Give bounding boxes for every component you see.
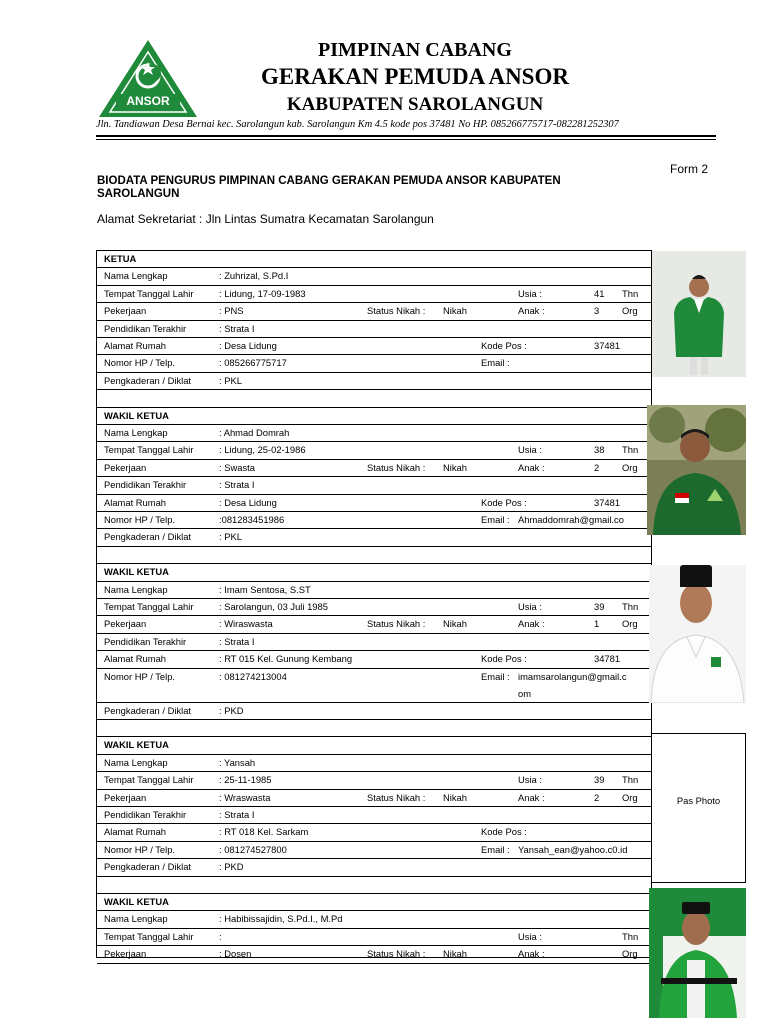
cell-c1: Pekerjaan (104, 461, 147, 473)
cell-c5: Kode Pos : (481, 340, 527, 351)
cell-c2: : Desa Lidung (219, 340, 277, 351)
cell-c1: Pendidikan Terakhir (104, 479, 187, 491)
cell-c8: Thn (622, 444, 639, 456)
cell-c8: Thn (622, 601, 639, 612)
table-row (97, 442, 651, 459)
cell-c1: WAKIL KETUA (104, 566, 169, 578)
table-row (97, 495, 651, 512)
cell-c2: : Wiraswasta (219, 618, 273, 630)
cell-c6: Usia : (518, 774, 542, 786)
table-row (97, 425, 651, 442)
table-row (97, 268, 651, 285)
cell-c6: Usia : (518, 930, 542, 942)
cell-c3: Status Nikah : (367, 618, 426, 630)
cell-c4: Nikah (443, 461, 467, 473)
cell-c2: :081283451986 (219, 514, 285, 525)
cell-c1: Pengkaderan / Diklat (104, 704, 192, 716)
cell-c2: : Lidung, 25-02-1986 (219, 444, 306, 456)
table-row (97, 824, 651, 841)
cell-c2: : Ahmad Domrah (219, 427, 290, 438)
cell-c2: : PKD (219, 704, 244, 716)
cell-c8: Org (622, 618, 638, 630)
table-row (97, 703, 651, 720)
document-title: BIODATA PENGURUS PIMPINAN CABANG GERAKAN PEMUDA ANSOR KABUPATEN SAROLANGUN (97, 175, 561, 200)
cell-c6: Ahmaddomrah@gmail.co (518, 514, 624, 525)
table-row (97, 373, 651, 390)
letterhead-address: Jln. Tandiawan Desa Bernai kec. Sarolangun kab. Sarolangun Km 4.5 kode pos 37481 No HP. 085266775717-082281252307 (96, 119, 619, 130)
cell-c1: Tempat Tanggal Lahir (104, 444, 194, 456)
cell-c2: : Imam Sentosa, S.ST (219, 583, 311, 595)
cell-c1: Nomor HP / Telp. (104, 843, 176, 855)
cell-c2: : Lidung, 17-09-1983 (219, 287, 306, 299)
cell-c7: 39 (594, 774, 605, 786)
table-row (97, 582, 651, 599)
table-row (97, 321, 651, 338)
svg-text:ANSOR: ANSOR (126, 94, 170, 108)
cell-c1: Tempat Tanggal Lahir (104, 930, 194, 942)
spacer-row (97, 720, 651, 737)
ansor-logo (96, 38, 200, 120)
header-rule-thin (96, 139, 716, 140)
cell-c1: Tempat Tanggal Lahir (104, 287, 194, 299)
cell-c2: : RT 015 Kel. Gunung Kembang (219, 653, 353, 665)
cell-c1: WAKIL KETUA (104, 739, 169, 751)
cell-c6: Anak : (518, 618, 545, 630)
cell-c7: 41 (594, 287, 605, 299)
cell-c6-continued: om (518, 687, 532, 699)
cell-c2: : (219, 930, 222, 942)
table-row (97, 807, 651, 824)
cell-c2: : Swasta (219, 461, 255, 473)
cell-c6: Anak : (518, 791, 545, 803)
table-row (97, 859, 651, 876)
cell-c8: Thn (622, 930, 639, 942)
cell-c6: Anak : (518, 948, 545, 960)
cell-c1: Nama Lengkap (104, 427, 168, 438)
table-row (97, 929, 651, 946)
section-header (97, 737, 651, 754)
header-line-3: KABUPATEN SAROLANGUN (286, 94, 544, 115)
cell-c8: Thn (622, 774, 639, 786)
cell-c2: : 25-11-1985 (219, 774, 272, 786)
secretariat-address: Alamat Sekretariat : Jln Lintas Sumatra Kecamatan Sarolangun (97, 212, 434, 226)
cell-c1: Pendidikan Terakhir (104, 809, 187, 820)
cell-c5: Kode Pos : (481, 653, 527, 665)
section-header (97, 894, 651, 911)
cell-c2: : PKL (219, 531, 242, 543)
table-row (97, 460, 651, 477)
table-row (97, 772, 651, 789)
cell-c5: Kode Pos : (481, 826, 527, 838)
cell-c1: Pekerjaan (104, 948, 147, 960)
cell-c2: : Zuhrizal, S.Pd.I (219, 270, 289, 282)
cell-c1: Pengkaderan / Diklat (104, 374, 192, 386)
cell-c2: : PKD (219, 861, 244, 873)
cell-c1: Nama Lengkap (104, 756, 168, 768)
cell-c2: : Strata I (219, 479, 255, 491)
table-row (97, 946, 651, 963)
cell-c1: WAKIL KETUA (104, 896, 169, 907)
cell-c4: Nikah (443, 618, 467, 630)
cell-c2: : 081274213004 (219, 670, 287, 682)
cell-c3: Status Nikah : (367, 461, 426, 473)
table-row (97, 599, 651, 616)
cell-c2: : 081274527800 (219, 843, 287, 855)
table-row (97, 842, 651, 859)
cell-c2: : 085266775717 (219, 357, 287, 369)
table-row (97, 634, 651, 651)
cell-c1: Nomor HP / Telp. (104, 514, 176, 525)
cell-c1: Pengkaderan / Diklat (104, 531, 192, 543)
cell-c8: Org (622, 305, 638, 317)
cell-c3: Status Nikah : (367, 791, 426, 803)
cell-c1: Alamat Rumah (104, 653, 167, 665)
photo-wakil-ketua-4 (649, 888, 746, 1018)
cell-c3: Status Nikah : (367, 305, 426, 317)
table-row (97, 529, 651, 546)
cell-c5: Email : (481, 514, 510, 525)
biodata-table (96, 250, 652, 958)
cell-c6: Yansah_ean@yahoo.c0.id (518, 843, 628, 855)
cell-c1: Pekerjaan (104, 618, 147, 630)
cell-c4: Nikah (443, 791, 467, 803)
spacer-row (97, 877, 651, 894)
cell-c7: 37481 (594, 340, 621, 351)
cell-c5: Kode Pos : (481, 496, 527, 508)
cell-c7: 38 (594, 444, 605, 456)
cell-c7: 34781 (594, 653, 621, 665)
cell-c7: 2 (594, 461, 600, 473)
cell-c1: Nomor HP / Telp. (104, 670, 176, 682)
cell-c1: Pendidikan Terakhir (104, 322, 187, 334)
table-row (97, 355, 651, 372)
cell-c1: WAKIL KETUA (104, 409, 169, 421)
cell-c1: Nomor HP / Telp. (104, 357, 176, 369)
cell-c7: 37481 (594, 496, 621, 508)
table-row (97, 303, 651, 320)
cell-c5: Email : (481, 843, 510, 855)
header-rule (96, 135, 716, 137)
header-line-1: PIMPINAN CABANG (318, 39, 512, 61)
cell-c1: Alamat Rumah (104, 496, 167, 508)
cell-c8: Org (622, 461, 638, 473)
cell-c2: : PKL (219, 374, 242, 386)
cell-c2: : Yansah (219, 756, 256, 768)
cell-c2: : Strata I (219, 322, 255, 334)
cell-c1: Alamat Rumah (104, 340, 167, 351)
cell-c3: Status Nikah : (367, 948, 426, 960)
cell-c2: : Strata I (219, 809, 255, 820)
cell-c2: : Dosen (219, 948, 252, 960)
cell-c6: Anak : (518, 461, 545, 473)
table-row (97, 616, 651, 633)
cell-c1: Tempat Tanggal Lahir (104, 601, 194, 612)
table-row (97, 477, 651, 494)
cell-c6: Anak : (518, 305, 545, 317)
cell-c7: 2 (594, 791, 600, 803)
cell-c8: Org (622, 791, 638, 803)
cell-c1: Nama Lengkap (104, 270, 168, 282)
cell-c4: Nikah (443, 948, 467, 960)
cell-c6: Usia : (518, 287, 542, 299)
cell-c4: Nikah (443, 305, 467, 317)
cell-c6: Usia : (518, 444, 542, 456)
pas-photo-placeholder: Pas Photo (651, 733, 746, 883)
cell-c2: : Sarolangun, 03 Juli 1985 (219, 601, 328, 612)
photo-ketua (652, 251, 746, 377)
spacer-row (97, 547, 651, 564)
cell-c1: Nama Lengkap (104, 913, 168, 925)
table-row (97, 755, 651, 772)
table-row (97, 338, 651, 355)
spacer-row (97, 390, 651, 407)
cell-c1: Nama Lengkap (104, 583, 168, 595)
cell-c2: : Wraswasta (219, 791, 271, 803)
cell-c1: Pengkaderan / Diklat (104, 861, 192, 873)
table-row (97, 790, 651, 807)
cell-c5: Email : (481, 670, 510, 682)
photo-wakil-ketua-2 (649, 565, 746, 703)
photo-wakil-ketua-1 (647, 405, 746, 535)
cell-c5: Email : (481, 357, 510, 369)
cell-c6: imamsarolangun@gmail.c (518, 670, 627, 682)
cell-c7: 3 (594, 305, 600, 317)
cell-c1: Pekerjaan (104, 791, 147, 803)
header-line-2: GERAKAN PEMUDA ANSOR (261, 64, 569, 89)
table-row (97, 911, 651, 928)
table-row (97, 512, 651, 529)
cell-c2: : RT 018 Kel. Sarkam (219, 826, 309, 838)
cell-c8: Org (622, 948, 638, 960)
cell-c2: : Desa Lidung (219, 496, 277, 508)
cell-c1: Pekerjaan (104, 305, 147, 317)
cell-c2: : Habibissajidin, S.Pd.I., M.Pd (219, 913, 343, 925)
cell-c1: KETUA (104, 253, 137, 264)
section-header (97, 251, 651, 268)
cell-c1: Tempat Tanggal Lahir (104, 774, 194, 786)
form-number: Form 2 (670, 162, 709, 176)
cell-c2: : PNS (219, 305, 244, 317)
cell-c7: 39 (594, 601, 605, 612)
section-header (97, 408, 651, 425)
cell-c6: Usia : (518, 601, 542, 612)
table-row (97, 286, 651, 303)
cell-c8: Thn (622, 287, 639, 299)
cell-c2: : Strata I (219, 635, 255, 647)
cell-c1: Alamat Rumah (104, 826, 167, 838)
cell-c1: Pendidikan Terakhir (104, 635, 187, 647)
section-header (97, 564, 651, 581)
table-row (97, 669, 651, 703)
table-row (97, 651, 651, 668)
cell-c7: 1 (594, 618, 600, 630)
